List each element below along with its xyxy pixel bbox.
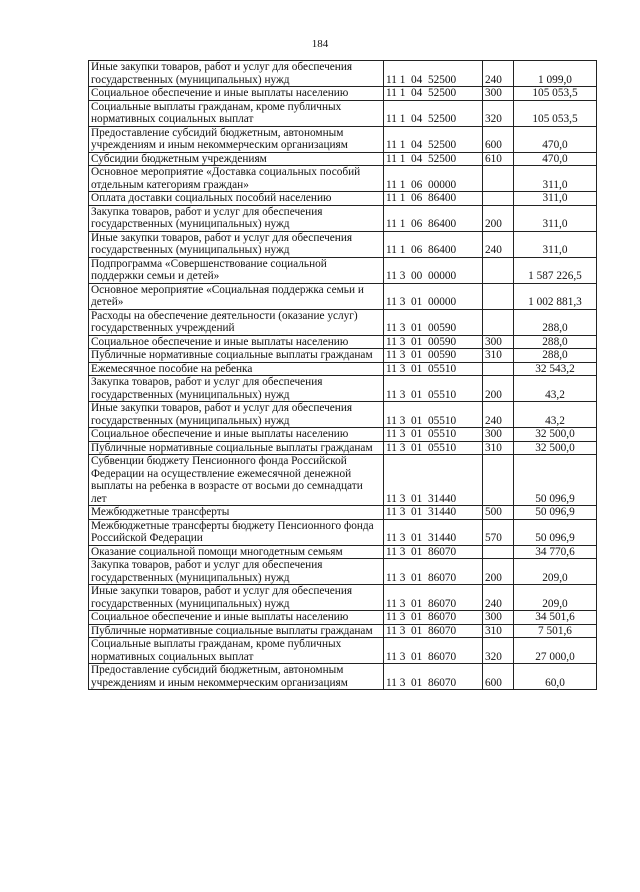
row-vr-cell: 240: [483, 585, 514, 611]
row-code-cell: 11 1 04 52500: [384, 61, 483, 87]
table-row: [89, 585, 597, 611]
row-amount-cell: 209,0: [514, 585, 597, 611]
row-name-cell: Иные закупки товаров, работ и услуг для обеспечения государственных (муниципальных) нужд: [89, 61, 384, 87]
row-name-cell: Иные закупки товаров, работ и услуг для обеспечения государственных (муниципальных) нужд: [89, 402, 384, 428]
row-vr-cell: [483, 545, 514, 559]
row-vr-cell: [483, 283, 514, 309]
table-row: [89, 152, 597, 166]
table-row: [89, 257, 597, 283]
row-name-cell: Социальное обеспечение и иные выплаты населению: [89, 428, 384, 442]
row-code-cell: 11 3 01 31440: [384, 455, 483, 506]
row-code-cell: 11 3 01 86070: [384, 664, 483, 690]
row-code-cell: 11 3 01 05510: [384, 428, 483, 442]
row-amount-cell: 32 500,0: [514, 441, 597, 455]
row-amount-cell: 470,0: [514, 126, 597, 152]
table-row: [89, 638, 597, 664]
row-amount-cell: 311,0: [514, 166, 597, 192]
row-name-cell: Иные закупки товаров, работ и услуг для обеспечения государственных (муниципальных) нужд: [89, 231, 384, 257]
row-code-cell: 11 3 01 05510: [384, 362, 483, 376]
row-amount-cell: 311,0: [514, 192, 597, 206]
row-name-cell: Социальное обеспечение и иные выплаты населению: [89, 335, 384, 349]
row-amount-cell: 105 053,5: [514, 87, 597, 101]
row-vr-cell: 310: [483, 624, 514, 638]
table-row: [89, 362, 597, 376]
row-vr-cell: 300: [483, 611, 514, 625]
row-name-cell: Закупка товаров, работ и услуг для обеспечения государственных (муниципальных) нужд: [89, 559, 384, 585]
row-code-cell: 11 3 01 05510: [384, 441, 483, 455]
row-amount-cell: 43,2: [514, 376, 597, 402]
table-row: [89, 441, 597, 455]
row-name-cell: Закупка товаров, работ и услуг для обеспечения государственных (муниципальных) нужд: [89, 376, 384, 402]
row-code-cell: 11 1 06 86400: [384, 231, 483, 257]
row-name-cell: Социальные выплаты гражданам, кроме публичных нормативных социальных выплат: [89, 100, 384, 126]
table-row: [89, 205, 597, 231]
row-code-cell: 11 3 01 05510: [384, 376, 483, 402]
row-code-cell: 11 3 01 86070: [384, 585, 483, 611]
row-name-cell: Оказание социальной помощи многодетным семьям: [89, 545, 384, 559]
row-vr-cell: 310: [483, 349, 514, 363]
row-amount-cell: 288,0: [514, 335, 597, 349]
row-name-cell: Предоставление субсидий бюджетным, автономным учреждениям и иным некоммерческим организациям: [89, 664, 384, 690]
row-name-cell: Иные закупки товаров, работ и услуг для обеспечения государственных (муниципальных) нужд: [89, 585, 384, 611]
row-code-cell: 11 3 01 31440: [384, 506, 483, 520]
row-code-cell: 11 3 01 86070: [384, 559, 483, 585]
row-amount-cell: 50 096,9: [514, 519, 597, 545]
row-code-cell: 11 3 00 00000: [384, 257, 483, 283]
row-name-cell: Основное мероприятие «Доставка социальных пособий отдельным категориям граждан»: [89, 166, 384, 192]
row-name-cell: Публичные нормативные социальные выплаты гражданам: [89, 349, 384, 363]
row-amount-cell: 470,0: [514, 152, 597, 166]
row-name-cell: Межбюджетные трансферты: [89, 506, 384, 520]
table-row: [89, 506, 597, 520]
row-name-cell: Предоставление субсидий бюджетным, автономным учреждениям и иным некоммерческим организациям: [89, 126, 384, 152]
row-name-cell: Закупка товаров, работ и услуг для обеспечения государственных (муниципальных) нужд: [89, 205, 384, 231]
table-row: [89, 545, 597, 559]
row-amount-cell: 311,0: [514, 231, 597, 257]
row-code-cell: 11 1 04 52500: [384, 152, 483, 166]
row-amount-cell: 50 096,9: [514, 506, 597, 520]
row-vr-cell: [483, 309, 514, 335]
row-amount-cell: 1 002 881,3: [514, 283, 597, 309]
row-amount-cell: 43,2: [514, 402, 597, 428]
row-code-cell: 11 3 01 86070: [384, 611, 483, 625]
table-row: [89, 335, 597, 349]
row-vr-cell: 240: [483, 61, 514, 87]
table-row: [89, 87, 597, 101]
row-name-cell: Социальные выплаты гражданам, кроме публичных нормативных социальных выплат: [89, 638, 384, 664]
table-row: [89, 309, 597, 335]
table-row: [89, 376, 597, 402]
row-vr-cell: 240: [483, 231, 514, 257]
row-code-cell: 11 1 06 00000: [384, 166, 483, 192]
row-code-cell: 11 1 06 86400: [384, 205, 483, 231]
row-name-cell: Публичные нормативные социальные выплаты гражданам: [89, 441, 384, 455]
row-amount-cell: 27 000,0: [514, 638, 597, 664]
row-amount-cell: 288,0: [514, 309, 597, 335]
row-vr-cell: 500: [483, 506, 514, 520]
row-vr-cell: 610: [483, 152, 514, 166]
row-amount-cell: 288,0: [514, 349, 597, 363]
row-amount-cell: 209,0: [514, 559, 597, 585]
row-name-cell: Субсидии бюджетным учреждениям: [89, 152, 384, 166]
row-name-cell: Субвенции бюджету Пенсионного фонда Российской Федерации на осуществление ежемесячной денежной выплаты на ребенка в возрасте от восьми до семнадцати лет: [89, 455, 384, 506]
row-vr-cell: 320: [483, 100, 514, 126]
row-vr-cell: 600: [483, 664, 514, 690]
row-code-cell: 11 3 01 86070: [384, 545, 483, 559]
row-vr-cell: 300: [483, 87, 514, 101]
row-amount-cell: 34 770,6: [514, 545, 597, 559]
row-vr-cell: 200: [483, 205, 514, 231]
table-row: [89, 126, 597, 152]
page-number: 184: [311, 38, 329, 50]
row-amount-cell: 7 501,6: [514, 624, 597, 638]
row-name-cell: Социальное обеспечение и иные выплаты населению: [89, 611, 384, 625]
row-code-cell: 11 1 04 52500: [384, 100, 483, 126]
table-row: [89, 611, 597, 625]
row-code-cell: 11 3 01 00590: [384, 335, 483, 349]
row-vr-cell: 300: [483, 428, 514, 442]
row-vr-cell: 300: [483, 335, 514, 349]
row-name-cell: Оплата доставки социальных пособий населению: [89, 192, 384, 206]
table-row: [89, 231, 597, 257]
row-name-cell: Основное мероприятие «Социальная поддержка семьи и детей»: [89, 283, 384, 309]
table-row: [89, 559, 597, 585]
table-row: [89, 349, 597, 363]
table-row: [89, 100, 597, 126]
row-vr-cell: [483, 192, 514, 206]
row-amount-cell: 60,0: [514, 664, 597, 690]
table-body: [89, 61, 597, 690]
row-name-cell: Расходы на обеспечение деятельности (оказание услуг) государственных учреждений: [89, 309, 384, 335]
row-vr-cell: 310: [483, 441, 514, 455]
row-name-cell: Межбюджетные трансферты бюджету Пенсионного фонда Российской Федерации: [89, 519, 384, 545]
row-name-cell: Публичные нормативные социальные выплаты гражданам: [89, 624, 384, 638]
row-name-cell: Социальное обеспечение и иные выплаты населению: [89, 87, 384, 101]
row-vr-cell: [483, 166, 514, 192]
row-vr-cell: 570: [483, 519, 514, 545]
row-code-cell: 11 3 01 00590: [384, 309, 483, 335]
row-name-cell: Подпрограмма «Совершенствование социальной поддержки семьи и детей»: [89, 257, 384, 283]
table-row: [89, 166, 597, 192]
row-vr-cell: 600: [483, 126, 514, 152]
table-row: [89, 61, 597, 87]
row-code-cell: 11 1 04 52500: [384, 87, 483, 101]
row-amount-cell: 1 099,0: [514, 61, 597, 87]
row-amount-cell: 34 501,6: [514, 611, 597, 625]
row-amount-cell: 311,0: [514, 205, 597, 231]
row-vr-cell: [483, 257, 514, 283]
row-code-cell: 11 3 01 31440: [384, 519, 483, 545]
row-vr-cell: 320: [483, 638, 514, 664]
row-amount-cell: 105 053,5: [514, 100, 597, 126]
row-amount-cell: 50 096,9: [514, 455, 597, 506]
row-amount-cell: 32 543,2: [514, 362, 597, 376]
table-row: [89, 624, 597, 638]
row-code-cell: 11 3 01 00590: [384, 349, 483, 363]
row-code-cell: 11 1 04 52500: [384, 126, 483, 152]
row-code-cell: 11 3 01 05510: [384, 402, 483, 428]
table-row: [89, 664, 597, 690]
table-row: [89, 519, 597, 545]
row-vr-cell: [483, 362, 514, 376]
table-row: [89, 283, 597, 309]
row-code-cell: 11 1 06 86400: [384, 192, 483, 206]
table-row: [89, 428, 597, 442]
row-amount-cell: 32 500,0: [514, 428, 597, 442]
row-code-cell: 11 3 01 86070: [384, 624, 483, 638]
row-vr-cell: 240: [483, 402, 514, 428]
row-name-cell: Ежемесячное пособие на ребенка: [89, 362, 384, 376]
row-code-cell: 11 3 01 86070: [384, 638, 483, 664]
row-vr-cell: 200: [483, 376, 514, 402]
table-row: [89, 192, 597, 206]
row-vr-cell: 200: [483, 559, 514, 585]
budget-table: [88, 60, 597, 690]
table-row: [89, 402, 597, 428]
row-code-cell: 11 3 01 00000: [384, 283, 483, 309]
table-row: [89, 455, 597, 506]
row-vr-cell: [483, 455, 514, 506]
row-amount-cell: 1 587 226,5: [514, 257, 597, 283]
